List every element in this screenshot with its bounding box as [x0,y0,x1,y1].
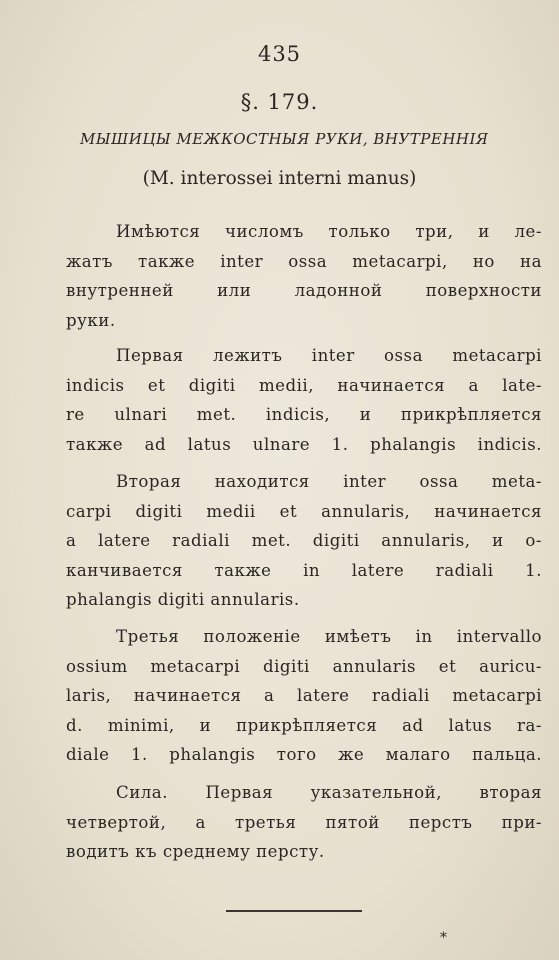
latin-subtitle: (M. interossei interni manus) [142,168,417,189]
text-line: Первая лежитъ inter ossa metacarpi [116,346,542,365]
paragraph-2 [66,341,542,459]
text-line: laris, начинается a latere radiali metacarpi [66,686,542,705]
text-line: водитъ къ среднему персту. [66,842,325,861]
paragraph-4 [66,622,542,770]
text-line: также ad latus ulnare 1. phalangis indicis. [66,434,542,454]
text-line: indicis et digiti medii, начинается a late- [66,375,542,395]
text-line: Сила. Первая указательной, вторая [116,783,542,802]
paragraph-1 [66,217,542,335]
text-line: жатъ также inter ossa metacarpi, но на [66,251,542,271]
text-line: внутренней или ладонной поверхности [66,281,542,300]
text-line: четвертой, а третья пятой перстъ при- [66,812,542,832]
chapter-title: МЫШИЦЫ МЕЖКОСТНЫЯ РУКИ, ВНУТРЕННІЯ [80,130,489,148]
text-line: re ulnari met. indicis, и прикрѣпляется [66,405,542,424]
page-number: 435 [257,42,302,66]
text-line: Третья положеніе имѣетъ in intervallo [116,627,542,646]
section-heading: §. 179. [240,90,319,114]
text-line: a latere radiali met. digiti annularis, и о- [66,531,542,550]
footer-mark: * [440,930,447,946]
text-line: carpi digiti medii et annularis, начинается [66,501,542,521]
paragraph-3 [66,467,542,615]
text-line: diale 1. phalangis того же малаго пальца. [66,745,542,764]
text-line: d. minimi, и прикрѣпляется ad latus ra- [66,715,542,735]
text-line: канчивается также in latere radiali 1. [66,560,542,580]
text-line: Вторая находится inter ossa meta- [116,472,542,491]
text-line: руки. [66,310,116,330]
text-line: phalangis digiti annularis. [66,590,300,609]
text-line: ossium metacarpi digiti annularis et auricu- [66,656,542,676]
paragraph-5 [66,778,542,867]
closing-rule [226,910,362,912]
text-line: Имѣются числомъ только три, и ле- [116,222,542,241]
